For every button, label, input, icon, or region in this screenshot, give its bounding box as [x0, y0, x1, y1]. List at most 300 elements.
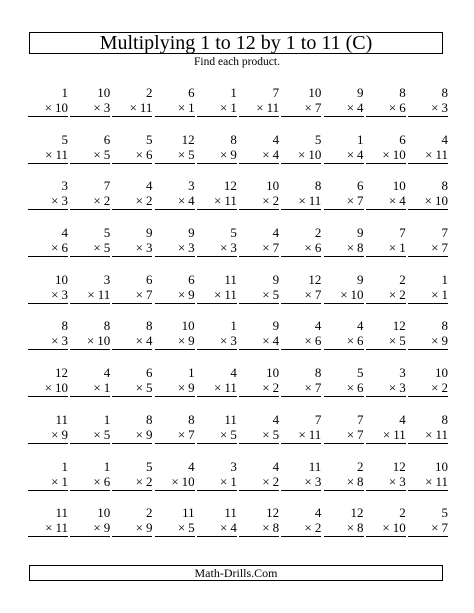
- times-sign: ×: [220, 146, 228, 162]
- multiplication-problem: [28, 412, 68, 459]
- multiplier-value: 8: [357, 520, 364, 536]
- times-sign: ×: [135, 380, 143, 396]
- multiplier: [408, 100, 448, 117]
- multiplicand: 2: [357, 458, 364, 474]
- multiplicand: 12: [266, 505, 280, 521]
- times-sign: ×: [431, 333, 439, 349]
- times-sign: ×: [298, 193, 306, 209]
- multiplication-problem: [281, 365, 321, 412]
- times-sign: ×: [346, 193, 355, 209]
- multiplier-value: 10: [97, 333, 111, 349]
- multiplication-problem: [366, 318, 406, 365]
- multiplicand: 11: [55, 411, 68, 427]
- times-sign: ×: [262, 240, 270, 256]
- multiplier: [366, 147, 406, 164]
- multiplicand: 8: [441, 411, 448, 427]
- multiplication-problem: [408, 318, 448, 365]
- multiplication-problem: [281, 505, 321, 552]
- multiplier: [112, 100, 152, 117]
- multiplicand: 6: [357, 178, 364, 194]
- multiplication-problem: [112, 225, 152, 272]
- multiplier: [28, 474, 68, 491]
- multiplier: [70, 520, 110, 537]
- multiplication-problem: [112, 412, 152, 459]
- multiplication-problem: [70, 365, 110, 412]
- multiplier-value: 5: [399, 333, 406, 349]
- times-sign: ×: [304, 333, 312, 349]
- multiplicand: 2: [399, 271, 406, 287]
- multiplication-problem: [239, 318, 279, 365]
- multiplicand: 1: [103, 458, 111, 474]
- multiplicand: 11: [55, 505, 68, 521]
- multiplier: [197, 427, 237, 444]
- multiplication-problem: [324, 132, 364, 179]
- multiplicand: 8: [145, 411, 153, 427]
- multiplicand: 4: [441, 131, 448, 147]
- multiplier: [324, 240, 364, 257]
- multiplier-value: 6: [103, 473, 111, 489]
- times-sign: ×: [220, 333, 228, 349]
- times-sign: ×: [177, 146, 186, 162]
- multiplier: [155, 100, 195, 117]
- multiplication-problem: [70, 225, 110, 272]
- multiplier: [324, 287, 364, 304]
- multiplicand: 10: [392, 178, 406, 194]
- multiplicand: 11: [224, 411, 237, 427]
- times-sign: ×: [93, 426, 101, 442]
- times-sign: ×: [177, 240, 186, 256]
- multiplication-problem: [408, 225, 448, 272]
- multiplier: [155, 193, 195, 210]
- times-sign: ×: [44, 100, 52, 115]
- multiplier-value: 2: [145, 193, 153, 209]
- multiplier-value: 11: [55, 520, 68, 536]
- times-sign: ×: [262, 380, 270, 396]
- multiplier: [112, 333, 152, 350]
- multiplication-problem: [28, 505, 68, 552]
- problem-row: [28, 365, 448, 412]
- multiplicand: 3: [188, 178, 195, 194]
- multiplier: [408, 380, 448, 397]
- multiplicand: 1: [441, 271, 448, 287]
- multiplicand: 11: [182, 505, 195, 521]
- times-sign: ×: [346, 100, 355, 115]
- multiplicand: 3: [61, 178, 68, 194]
- multiplier-value: 2: [314, 520, 322, 536]
- multiplier-value: 10: [434, 193, 448, 209]
- multiplicand: 8: [61, 318, 68, 334]
- times-sign: ×: [93, 193, 101, 209]
- times-sign: ×: [304, 520, 312, 536]
- times-sign: ×: [346, 380, 355, 396]
- multiplier: [366, 427, 406, 444]
- multiplier-value: 7: [272, 240, 280, 256]
- multiplier-value: 7: [314, 286, 322, 302]
- times-sign: ×: [135, 193, 143, 209]
- times-sign: ×: [220, 100, 228, 115]
- multiplier-value: 5: [272, 286, 280, 302]
- problem-row: [28, 132, 448, 179]
- multiplicand: 10: [266, 178, 280, 194]
- multiplicand: 3: [230, 458, 237, 474]
- multiplier: [281, 287, 321, 304]
- multiplicand: 5: [357, 365, 364, 381]
- multiplier: [70, 474, 110, 491]
- multiplier-value: 3: [188, 240, 195, 256]
- multiplier-value: 7: [441, 240, 448, 256]
- multiplier-value: 11: [224, 193, 237, 209]
- multiplicand: 4: [272, 411, 280, 427]
- multiplier: [239, 287, 279, 304]
- multiplicand: 4: [314, 318, 322, 334]
- multiplication-problem: [197, 459, 237, 506]
- times-sign: ×: [177, 286, 186, 302]
- multiplier: [281, 333, 321, 350]
- times-sign: ×: [220, 520, 228, 536]
- multiplicand: 8: [441, 318, 448, 334]
- multiplication-problem: [366, 459, 406, 506]
- multiplier-value: 11: [308, 426, 322, 442]
- multiplicand: 10: [308, 85, 322, 100]
- multiplication-problem: [28, 272, 68, 319]
- multiplier-value: 2: [103, 193, 111, 209]
- problem-row: [28, 459, 448, 506]
- multiplier-value: 11: [308, 193, 322, 209]
- multiplicand: 4: [145, 178, 153, 194]
- times-sign: ×: [51, 473, 59, 489]
- multiplier: [239, 333, 279, 350]
- multiplication-problem: [70, 85, 110, 132]
- multiplier: [239, 427, 279, 444]
- multiplication-problem: [408, 178, 448, 225]
- times-sign: ×: [45, 146, 53, 162]
- multiplication-problem: [155, 178, 195, 225]
- multiplication-problem: [239, 459, 279, 506]
- times-sign: ×: [346, 240, 355, 256]
- multiplication-problem: [239, 272, 279, 319]
- times-sign: ×: [431, 100, 439, 115]
- multiplier-value: 1: [230, 473, 237, 489]
- multiplier-value: 6: [61, 240, 68, 256]
- multiplicand: 6: [188, 85, 195, 100]
- multiplication-problem: [366, 272, 406, 319]
- times-sign: ×: [262, 193, 270, 209]
- multiplier-value: 10: [392, 146, 406, 162]
- multiplier-value: 1: [230, 100, 237, 115]
- times-sign: ×: [45, 520, 53, 536]
- multiplication-problem: [155, 505, 195, 552]
- multiplier: [408, 520, 448, 537]
- multiplier: [197, 333, 237, 350]
- multiplication-problem: [112, 318, 152, 365]
- multiplier: [28, 193, 68, 210]
- multiplier: [324, 474, 364, 491]
- multiplication-problem: [197, 178, 237, 225]
- times-sign: ×: [388, 240, 397, 256]
- multiplier-value: 5: [188, 146, 195, 162]
- multiplier-value: 3: [103, 100, 111, 115]
- multiplicand: 5: [441, 505, 448, 521]
- multiplier: [155, 380, 195, 397]
- multiplicand: 4: [230, 365, 237, 381]
- times-sign: ×: [93, 473, 101, 489]
- problem-row: [28, 505, 448, 552]
- multiplier: [70, 193, 110, 210]
- multiplier: [197, 100, 237, 117]
- multiplication-problem: [239, 132, 279, 179]
- multiplicand: 8: [399, 85, 406, 100]
- times-sign: ×: [346, 146, 355, 162]
- multiplier-value: 9: [61, 426, 68, 442]
- times-sign: ×: [51, 426, 59, 442]
- times-sign: ×: [388, 100, 397, 115]
- multiplicand: 9: [272, 271, 280, 287]
- multiplicand: 6: [103, 131, 111, 147]
- multiplier-value: 5: [145, 380, 153, 396]
- multiplication-problem: [155, 459, 195, 506]
- multiplier-value: 10: [392, 520, 406, 536]
- times-sign: ×: [262, 520, 270, 536]
- multiplier-value: 5: [103, 240, 111, 256]
- times-sign: ×: [86, 333, 95, 349]
- times-sign: ×: [262, 286, 270, 302]
- multiplication-problem: [197, 505, 237, 552]
- multiplication-problem: [155, 318, 195, 365]
- multiplier-value: 7: [357, 193, 364, 209]
- multiplier: [281, 474, 321, 491]
- multiplication-problem: [155, 132, 195, 179]
- multiplication-problem: [112, 505, 152, 552]
- multiplicand: 9: [145, 225, 153, 241]
- multiplier: [70, 333, 110, 350]
- multiplier: [155, 333, 195, 350]
- multiplicand: 9: [188, 225, 195, 241]
- times-sign: ×: [129, 100, 137, 115]
- times-sign: ×: [177, 100, 186, 115]
- multiplication-problem: [70, 412, 110, 459]
- multiplication-problem: [324, 505, 364, 552]
- multiplicand: 2: [145, 505, 153, 521]
- multiplier-value: 4: [399, 193, 406, 209]
- multiplier-value: 1: [61, 473, 68, 489]
- multiplier: [112, 474, 152, 491]
- multiplier-value: 5: [103, 426, 111, 442]
- multiplicand: 6: [399, 131, 406, 147]
- times-sign: ×: [431, 380, 439, 396]
- times-sign: ×: [304, 286, 312, 302]
- multiplier-value: 7: [357, 426, 364, 442]
- multiplicand: 6: [145, 365, 153, 381]
- multiplier-value: 7: [314, 380, 322, 396]
- multiplier: [28, 287, 68, 304]
- times-sign: ×: [87, 286, 95, 302]
- multiplier: [197, 380, 237, 397]
- multiplication-problem: [324, 225, 364, 272]
- multiplication-problem: [70, 459, 110, 506]
- multiplier-value: 9: [188, 286, 195, 302]
- multiplication-problem: [408, 505, 448, 552]
- multiplier-value: 9: [145, 520, 153, 536]
- multiplier-value: 6: [314, 240, 322, 256]
- times-sign: ×: [346, 333, 355, 349]
- multiplier-value: 7: [188, 426, 195, 442]
- multiplier-value: 4: [357, 146, 364, 162]
- multiplier: [28, 427, 68, 444]
- multiplier: [155, 147, 195, 164]
- times-sign: ×: [431, 286, 439, 302]
- multiplicand: 5: [314, 131, 322, 147]
- multiplier-value: 3: [61, 333, 68, 349]
- multiplicand: 6: [188, 271, 195, 287]
- multiplier: [281, 147, 321, 164]
- multiplier-value: 2: [272, 380, 280, 396]
- times-sign: ×: [340, 286, 348, 302]
- multiplier: [239, 193, 279, 210]
- times-sign: ×: [93, 240, 101, 256]
- multiplier-value: 3: [230, 333, 237, 349]
- multiplier: [197, 287, 237, 304]
- multiplicand: 4: [357, 318, 364, 334]
- multiplication-problem: [408, 85, 448, 132]
- multiplier-value: 4: [145, 333, 153, 349]
- times-sign: ×: [135, 426, 143, 442]
- multiplier-value: 11: [224, 286, 237, 302]
- multiplicand: 7: [103, 178, 111, 194]
- multiplicand: 1: [61, 85, 68, 100]
- multiplier: [324, 147, 364, 164]
- multiplicand: 11: [224, 505, 237, 521]
- times-sign: ×: [220, 473, 228, 489]
- multiplication-problem: [28, 459, 68, 506]
- multiplication-problem: [70, 178, 110, 225]
- times-sign: ×: [304, 380, 312, 396]
- multiplication-problem: [112, 459, 152, 506]
- multiplication-problem: [281, 85, 321, 132]
- multiplicand: 2: [399, 505, 406, 521]
- multiplier-value: 6: [357, 333, 364, 349]
- multiplier: [408, 474, 448, 491]
- multiplier: [281, 193, 321, 210]
- multiplier: [366, 240, 406, 257]
- multiplier: [239, 474, 279, 491]
- problem-row: [28, 412, 448, 459]
- multiplication-problem: [70, 505, 110, 552]
- times-sign: ×: [346, 426, 355, 442]
- multiplicand: 2: [314, 225, 322, 241]
- multiplication-problem: [281, 272, 321, 319]
- multiplier-value: 9: [441, 333, 448, 349]
- multiplier-value: 11: [435, 473, 448, 489]
- multiplier-value: 11: [224, 380, 237, 396]
- multiplier: [281, 240, 321, 257]
- multiplicand: 4: [272, 458, 280, 474]
- multiplication-problem: [112, 132, 152, 179]
- multiplicand: 12: [350, 505, 364, 521]
- multiplicand: 1: [230, 318, 237, 334]
- multiplication-problem: [70, 132, 110, 179]
- multiplicand: 4: [272, 131, 280, 147]
- times-sign: ×: [177, 193, 186, 209]
- multiplier: [70, 240, 110, 257]
- multiplication-problem: [197, 85, 237, 132]
- multiplication-problem: [112, 178, 152, 225]
- multiplication-problem: [239, 178, 279, 225]
- multiplier: [408, 427, 448, 444]
- times-sign: ×: [262, 473, 270, 489]
- times-sign: ×: [51, 333, 59, 349]
- multiplier-value: 3: [399, 473, 406, 489]
- times-sign: ×: [382, 146, 390, 162]
- multiplier: [155, 240, 195, 257]
- multiplier-value: 1: [188, 100, 195, 115]
- multiplier-value: 6: [314, 333, 322, 349]
- multiplier-value: 5: [188, 520, 195, 536]
- multiplication-problem: [281, 178, 321, 225]
- times-sign: ×: [262, 333, 270, 349]
- times-sign: ×: [51, 240, 59, 256]
- multiplicand: 9: [357, 85, 364, 100]
- multiplication-problem: [28, 85, 68, 132]
- multiplicand: 8: [314, 178, 322, 194]
- times-sign: ×: [177, 520, 186, 536]
- times-sign: ×: [44, 380, 52, 396]
- multiplicand: 11: [224, 271, 237, 287]
- multiplier: [112, 240, 152, 257]
- times-sign: ×: [304, 473, 312, 489]
- multiplier-value: 3: [145, 240, 153, 256]
- multiplicand: 8: [441, 178, 448, 194]
- multiplication-problem: [239, 412, 279, 459]
- multiplicand: 9: [357, 271, 364, 287]
- multiplicand: 10: [97, 85, 111, 100]
- multiplicand: 3: [399, 365, 406, 381]
- multiplication-problem: [239, 225, 279, 272]
- multiplier-value: 8: [357, 240, 364, 256]
- multiplier-value: 2: [441, 380, 448, 396]
- times-sign: ×: [425, 426, 433, 442]
- multiplication-problem: [112, 85, 152, 132]
- multiplier: [366, 520, 406, 537]
- multiplication-problem: [70, 272, 110, 319]
- multiplier-value: 7: [441, 520, 448, 536]
- multiplicand: 4: [272, 225, 280, 241]
- multiplication-problem: [197, 412, 237, 459]
- multiplier: [70, 380, 110, 397]
- times-sign: ×: [214, 193, 222, 209]
- multiplication-problem: [324, 85, 364, 132]
- multiplier: [366, 100, 406, 117]
- times-sign: ×: [388, 286, 397, 302]
- times-sign: ×: [51, 193, 59, 209]
- times-sign: ×: [382, 520, 390, 536]
- multiplicand: 10: [266, 365, 280, 381]
- multiplier-value: 9: [103, 520, 111, 536]
- times-sign: ×: [304, 240, 312, 256]
- multiplier: [324, 427, 364, 444]
- multiplier: [197, 474, 237, 491]
- multiplication-problem: [239, 365, 279, 412]
- multiplier-value: 11: [139, 100, 153, 115]
- multiplier: [366, 380, 406, 397]
- multiplier: [70, 287, 110, 304]
- times-sign: ×: [431, 240, 439, 256]
- multiplication-problem: [28, 132, 68, 179]
- times-sign: ×: [262, 426, 270, 442]
- multiplier-value: 9: [188, 380, 195, 396]
- multiplier: [408, 287, 448, 304]
- times-sign: ×: [135, 286, 143, 302]
- multiplicand: 5: [61, 131, 68, 147]
